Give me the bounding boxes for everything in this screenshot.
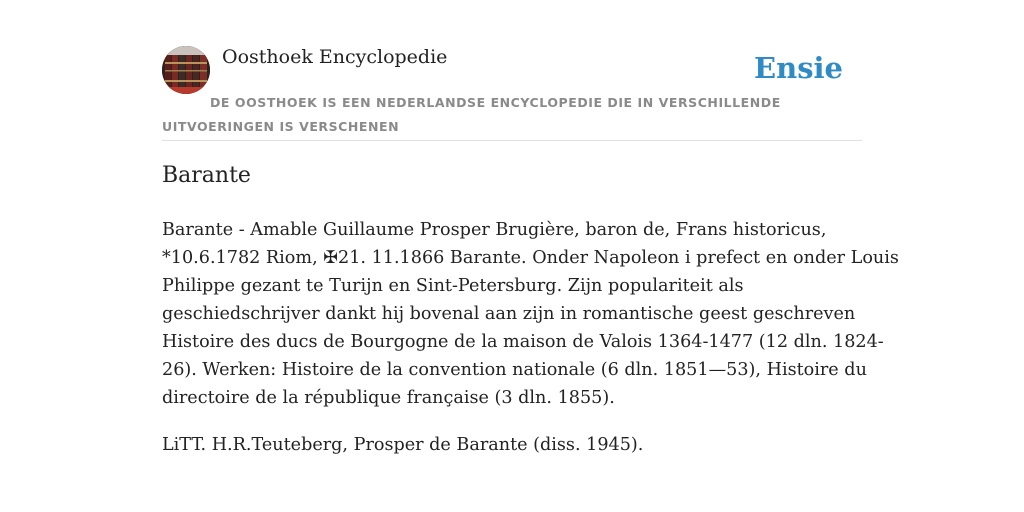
body-line: Philippe gezant te Turijn en Sint-Petersburg. Zijn populariteit als bbox=[162, 276, 744, 296]
body-line: directoire de la république française (3 dln. 1855). bbox=[162, 388, 615, 408]
site-title[interactable]: Oosthoek Encyclopedie bbox=[222, 46, 448, 68]
avatar[interactable] bbox=[162, 46, 210, 94]
article-paragraph bbox=[162, 216, 899, 412]
article-literature: LiTT. H.R.Teuteberg, Prosper de Barante (diss. 1945). bbox=[162, 435, 644, 455]
brand-logo[interactable]: Ensie bbox=[754, 51, 843, 85]
body-line: geschiedschrijver dankt hij bovenal aan zijn in romantische geest geschreven bbox=[162, 304, 856, 324]
site-header bbox=[162, 46, 862, 141]
site-tagline: DE OOSTHOEK IS EEN NEDERLANDSE ENCYCLOPEDIE DIE IN VERSCHILLENDE UITVOERINGEN IS VERSCHENEN bbox=[162, 95, 781, 134]
article-body bbox=[162, 216, 899, 412]
body-line: Histoire des ducs de Bourgogne de la maison de Valois 1364-1477 (12 dln. 1824- bbox=[162, 332, 884, 352]
article-title: Barante bbox=[162, 163, 251, 188]
encyclopedia-books-icon bbox=[162, 46, 210, 94]
body-line: 26). Werken: Histoire de la convention nationale (6 dln. 1851—53), Histoire du bbox=[162, 360, 867, 380]
body-line: *10.6.1782 Riom, ✠21. 11.1866 Barante. Onder Napoleon i prefect en onder Louis bbox=[162, 248, 899, 268]
body-line: Barante - Amable Guillaume Prosper Brugière, baron de, Frans historicus, bbox=[162, 220, 827, 240]
